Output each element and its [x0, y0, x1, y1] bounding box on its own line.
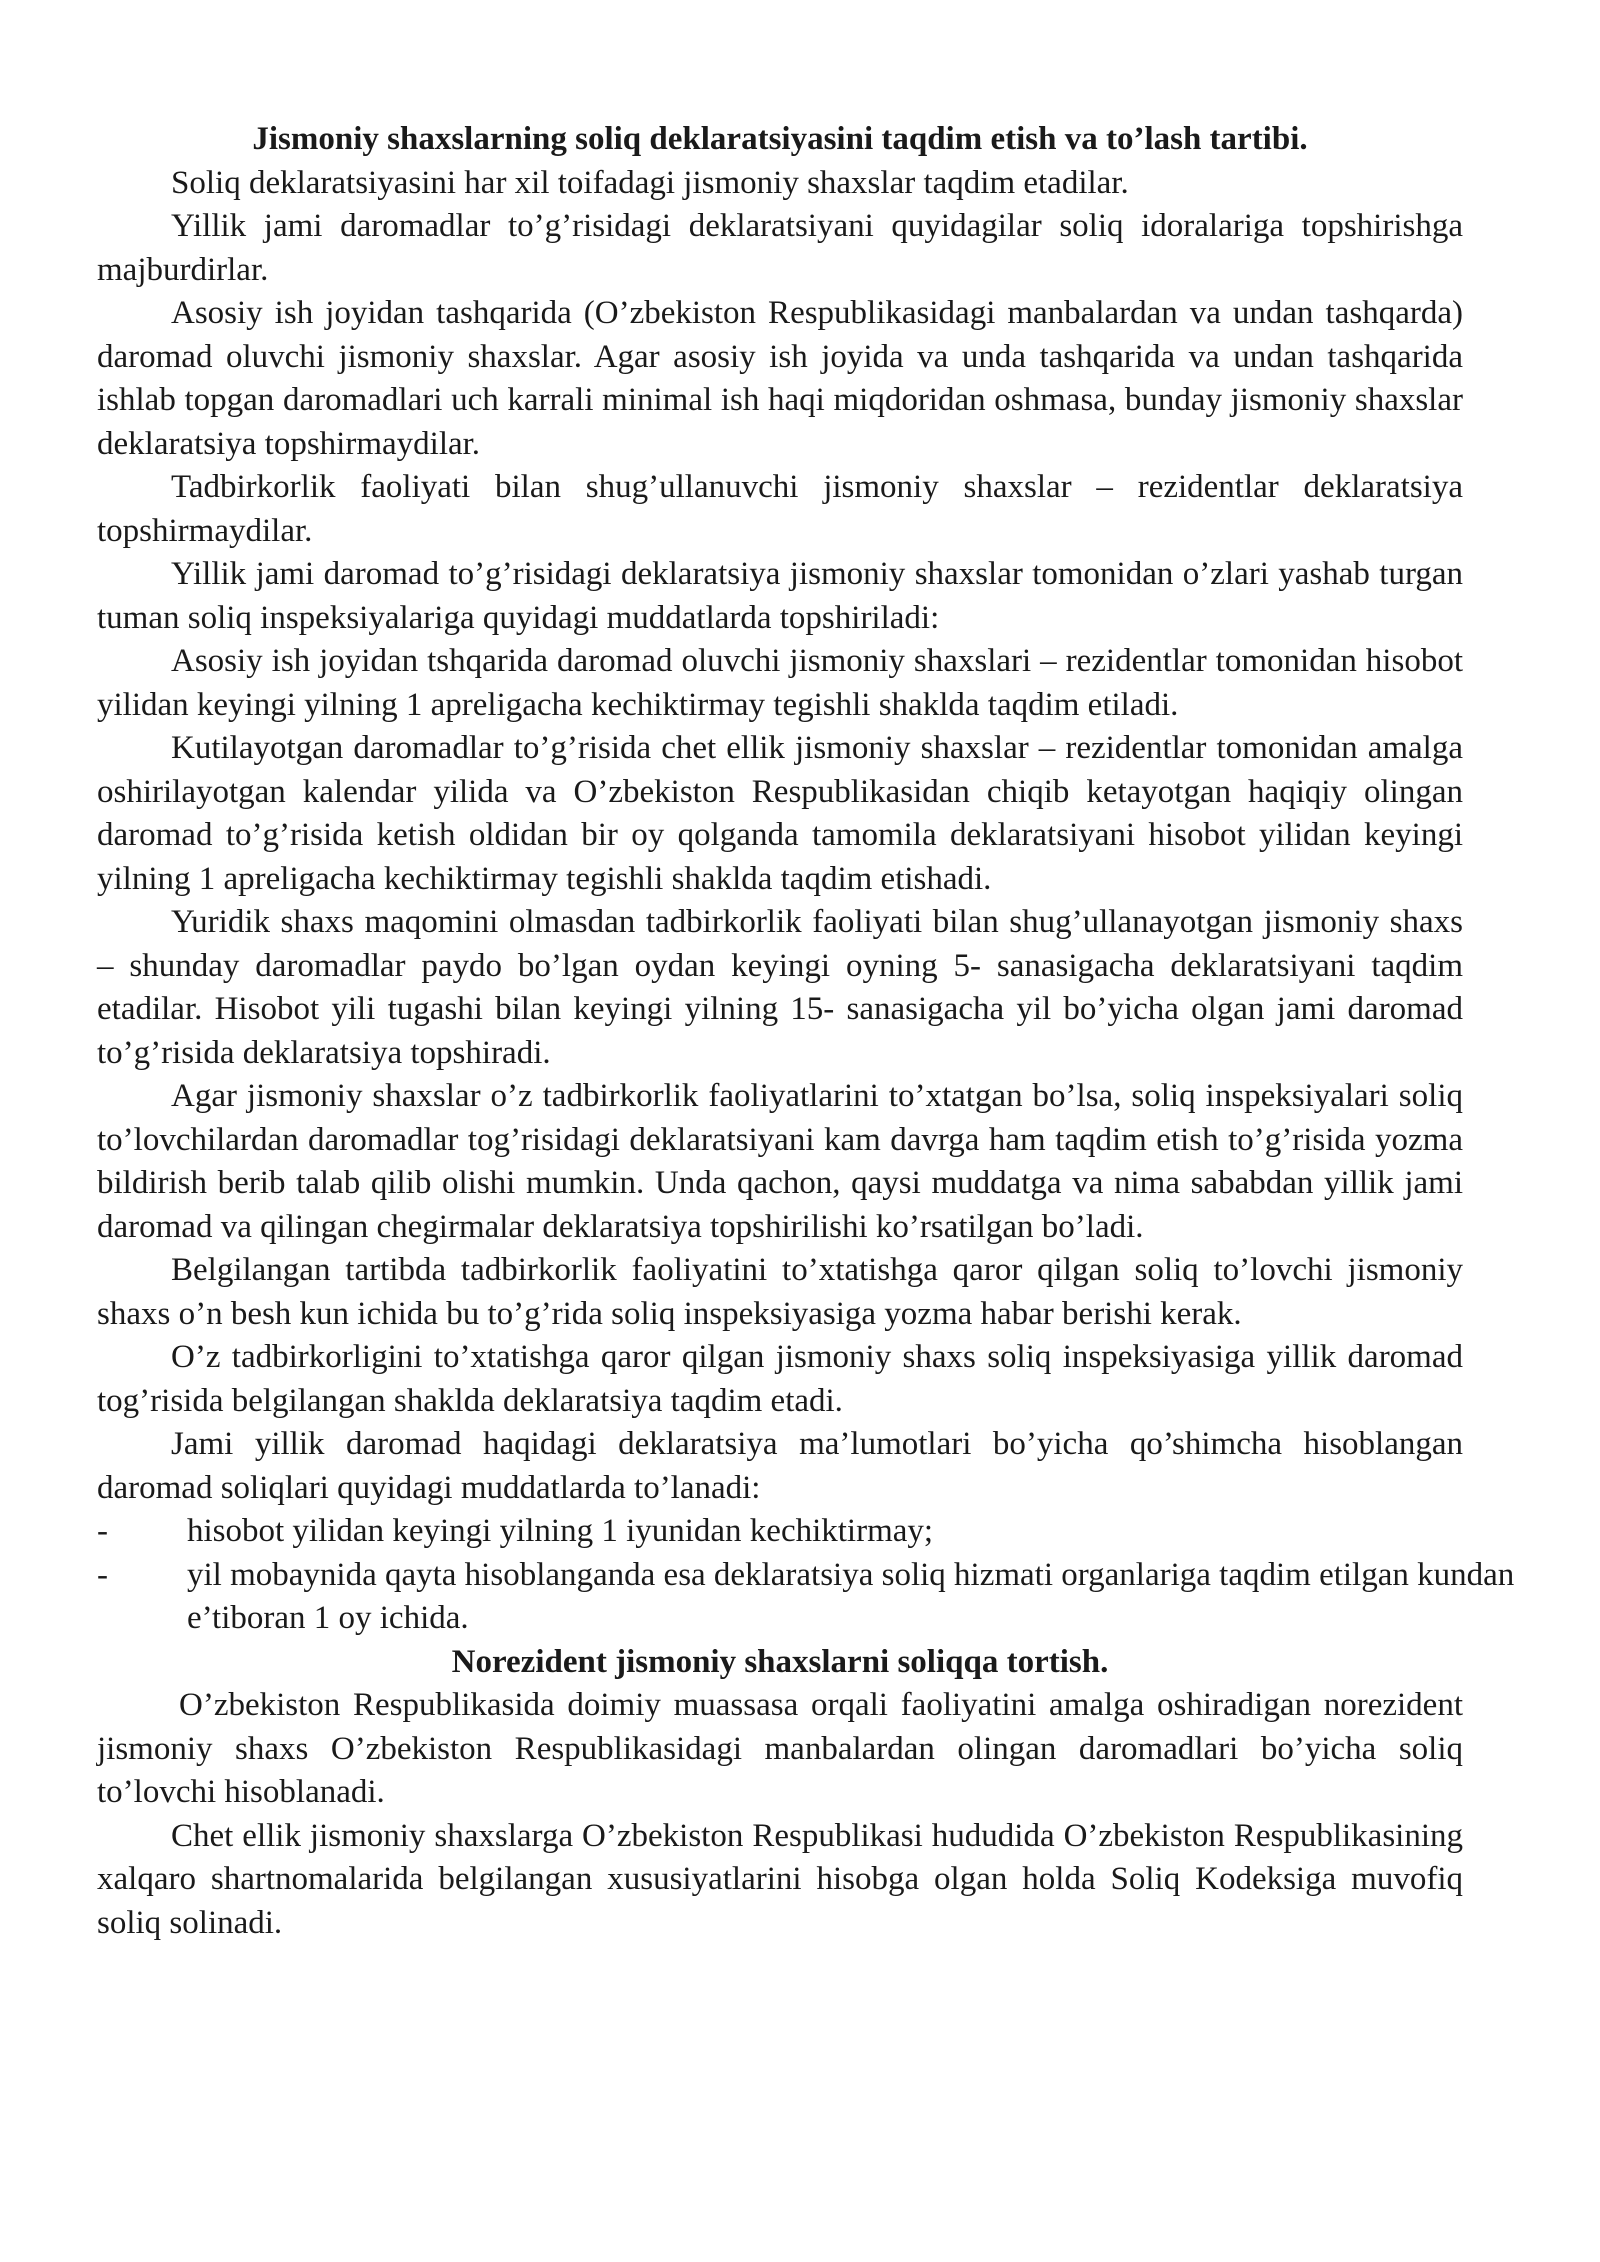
document-page [97, 118, 1515, 1945]
list-item [97, 1554, 1583, 1641]
paragraph: O’zbekiston Respublikasida doimiy muassasa orqali faoliyatini amalga oshiradigan norezident jismoniy shaxs O’zbekiston Respublikasidagi manbalardan olingan daromadlari bo’yicha soliq to’lovchi hisoblanadi. [97, 1687, 1463, 1810]
list-dash: - [97, 1556, 108, 1593]
paragraph: Asosiy ish joyidan tashqarida (O’zbekiston Respublikasidagi manbalardan va undan tashqarda) daromad oluvchi jismoniy shaxslar. Agar asosiy ish joyida va unda tashqarida va undan tashqarida ishlab topgan daromadlari uch karrali minimal ish haqi miqdoridan oshmasa, bunday jismoniy shaxslar deklaratsiya topshirmaydilar. [97, 295, 1463, 462]
list-item-text: yil mobaynida qayta hisoblanganda esa deklaratsiya soliq hizmati organlariga taqdim etilgan kundan e’tiboran 1 oy ichida. [187, 1556, 1515, 1636]
list-item [97, 1510, 1583, 1554]
paragraph: Kutilayotgan daromadlar to’g’risida chet ellik jismoniy shaxslar – rezidentlar tomonidan amalga oshirilayotgan kalendar yilida va O’zbekiston Respublikasidan chiqib ketayotgan haqiqiy olingan daromad to’g’risida ketish oldidan bir oy qolganda tamomila deklaratsiyani hisobot yilidan keyingi yilning 1 apreligacha kechiktirmay tegishli shaklda taqdim etishadi. [97, 730, 1463, 897]
section-title-nonresident: Norezident jismoniy shaxslarni soliqqa tortish. [451, 1643, 1109, 1680]
paragraph: Tadbirkorlik faoliyati bilan shug’ullanuvchi jismoniy shaxslar – rezidentlar deklaratsiya topshirmaydilar. [97, 469, 1463, 549]
section-title-declaration: Jismoniy shaxslarning soliq deklaratsiyasini taqdim etish va to’lash tartibi. [252, 121, 1308, 157]
paragraph: Belgilangan tartibda tadbirkorlik faoliyatini to’xtatishga qaror qilgan soliq to’lovchi jismoniy shaxs o’n besh kun ichida bu to’g’rida soliq inspeksiyasiga yozma habar berishi kerak. [97, 1252, 1463, 1332]
paragraph: Soliq deklaratsiyasini har xil toifadagi jismoniy shaxslar taqdim etadilar. [171, 164, 1129, 201]
paragraph: Agar jismoniy shaxslar o’z tadbirkorlik faoliyatlarini to’xtatgan bo’lsa, soliq inspeksiyalari soliq to’lovchilardan daromadlar tog’risidagi deklaratsiyani kam davrga ham taqdim etish to’g’risida yozma bildirish berib talab qilib olishi mumkin. Unda qachon, qaysi muddatga va nima sababdan yillik jami daromad va qilingan chegirmalar deklaratsiya topshirilishi ko’rsatilgan bo’ladi. [97, 1078, 1463, 1245]
payment-deadlines-list [97, 1510, 1515, 1641]
paragraph: Yillik jami daromad to’g’risidagi deklaratsiya jismoniy shaxslar tomonidan o’zlari yashab turgan tuman soliq inspeksiyalariga quyidagi muddatlarda topshiriladi: [97, 556, 1463, 636]
paragraph: Asosiy ish joyidan tshqarida daromad oluvchi jismoniy shaxslari – rezidentlar tomonidan hisobot yilidan keyingi yilning 1 apreligacha kechiktirmay tegishli shaklda taqdim etiladi. [97, 643, 1463, 723]
paragraph: Yuridik shaxs maqomini olmasdan tadbirkorlik faoliyati bilan shug’ullanayotgan jismoniy shaxs – shunday daromadlar paydo bo’lgan oydan keyingi oyning 5- sanasigacha deklaratsiyani taqdim etadilar. Hisobot yili tugashi bilan keyingi yilning 15- sanasigacha yil bo’yicha olgan jami daromad to’g’risida deklaratsiya topshiradi. [97, 904, 1463, 1071]
list-item-text: hisobot yilidan keyingi yilning 1 iyunidan kechiktirmay; [187, 1513, 934, 1549]
paragraph: Yillik jami daromadlar to’g’risidagi deklaratsiyani quyidagilar soliq idoralariga topshirishga majburdirlar. [97, 208, 1463, 288]
paragraph: Chet ellik jismoniy shaxslarga O’zbekiston Respublikasi hududida O’zbekiston Respublikasining xalqaro shartnomalarida belgilangan xususiyatlarini hisobga olgan holda Soliq Kodeksiga muvofiq soliq solinadi. [97, 1817, 1463, 1941]
list-dash: - [97, 1513, 108, 1549]
paragraph: O’z tadbirkorligini to’xtatishga qaror qilgan jismoniy shaxs soliq inspeksiyasiga yillik daromad tog’risida belgilangan shaklda deklaratsiya taqdim etadi. [97, 1339, 1463, 1419]
paragraph: Jami yillik daromad haqidagi deklaratsiya ma’lumotlari bo’yicha qo’shimcha hisoblangan daromad soliqlari quyidagi muddatlarda to’lanadi: [97, 1426, 1463, 1506]
